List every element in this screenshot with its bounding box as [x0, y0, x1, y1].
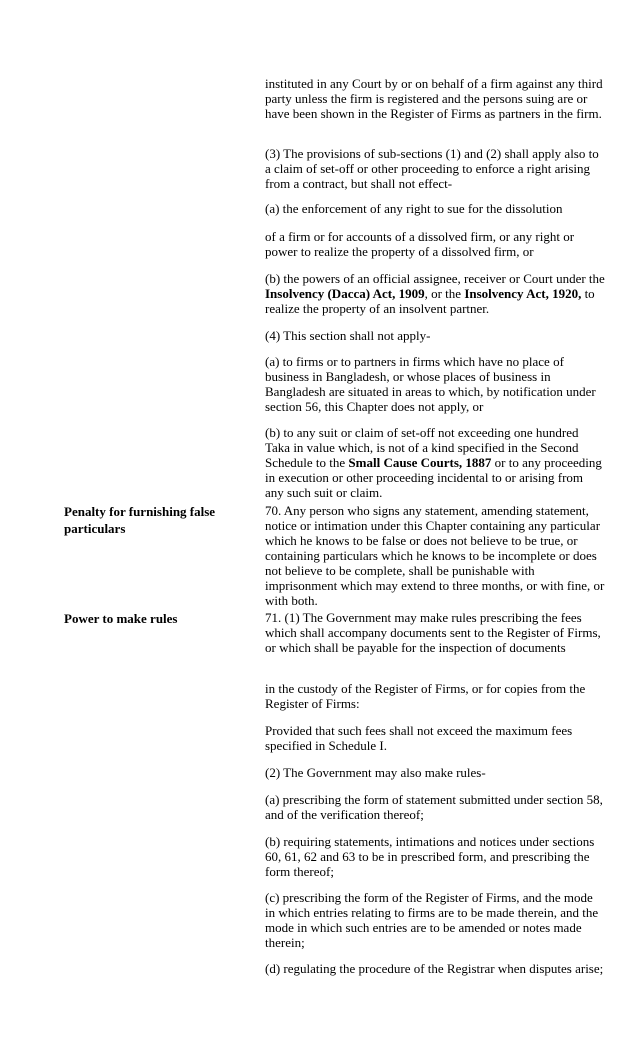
paragraph-suit-unregistered: instituted in any Court by or on behalf of a firm against any third party unless the firm is registered and the persons suing are or have been shown in the Register of Firms as partners in the firm.: [265, 76, 603, 121]
margin-note-rules: Power to make rules: [64, 611, 178, 626]
margin-note-penalty: Penalty for furnishing false particulars: [64, 504, 216, 536]
insolvency-dacca-act: Insolvency (Dacca) Act, 1909: [265, 286, 425, 301]
paragraph-rule-d: (d) regulating the procedure of the Registrar when disputes arise;: [265, 961, 604, 976]
subsection-4b-text-1: (b) to any suit or claim of set-off not exceeding one hundred Taka in value which, is not of a kind specified in the Second Schedule to the: [265, 425, 579, 470]
clause-b-text-1: (b) the powers of an official assignee, receiver or Court under the: [265, 271, 605, 286]
paragraph-clause-b: [265, 271, 605, 316]
paragraph-proviso: Provided that such fees shall not exceed the maximum fees specified in Schedule I.: [265, 723, 573, 753]
paragraph-subsection-4: (4) This section shall not apply-: [265, 328, 431, 343]
paragraph-clause-a-cont: of a firm or for accounts of a dissolved firm, or any right or power to realize the property of a dissolved firm, or: [265, 229, 575, 259]
insolvency-act-1920: Insolvency Act, 1920,: [464, 286, 582, 301]
paragraph-subsection-3: (3) The provisions of sub-sections (1) and (2) shall apply also to a claim of set-off or other proceeding to enforce a right arising from a contract, but shall not effect-: [265, 146, 599, 191]
paragraph-section-71-1: 71. (1) The Government may make rules prescribing the fees which shall accompany documents sent to the Register of Firms, or which shall be payable for the inspection of documents: [265, 610, 601, 655]
subsection-4b-text-2: or to any proceeding in execution or other proceeding incidental to or arising from any such suit or claim.: [265, 455, 602, 500]
clause-b-text-2: , or the: [424, 286, 465, 301]
paragraph-subsection-4b: [265, 425, 605, 500]
small-cause-courts-act: Small Cause Courts, 1887: [348, 455, 492, 470]
paragraph-rule-a: (a) prescribing the form of statement submitted under section 58, and of the verification thereof;: [265, 792, 603, 822]
clause-b-text-3: to realize the property of an insolvent partner.: [265, 286, 595, 316]
paragraph-rule-b: (b) requiring statements, intimations and notices under sections 60, 61, 62 and 63 to be in prescribed form, and prescribing the form thereof;: [265, 834, 595, 879]
paragraph-section-71-1-cont: in the custody of the Register of Firms, or for copies from the Register of Firms:: [265, 681, 586, 711]
paragraph-section-70: 70. Any person who signs any statement, amending statement, notice or intimation under this Chapter containing any particular which he knows to be false or does not believe to be true, or containing particulars which he knows to be incomplete or does not believe to be complete, shall be punishable with imprisonment which may extend to three months, or with fine, or with both.: [265, 503, 605, 608]
paragraph-rule-c: (c) prescribing the form of the Register of Firms, and the mode in which entries relating to firms are to be made therein, and the mode in which such entries are to be amended or notes made therein;: [265, 890, 599, 950]
paragraph-section-71-2: (2) The Government may also make rules-: [265, 765, 486, 780]
paragraph-clause-a: (a) the enforcement of any right to sue for the dissolution: [265, 201, 563, 216]
paragraph-subsection-4a: (a) to firms or to partners in firms which have no place of business in Bangladesh, or whose places of business in Bangladesh are situated in areas to which, by notification under section 56, this Chapter does not apply, or: [265, 354, 596, 414]
